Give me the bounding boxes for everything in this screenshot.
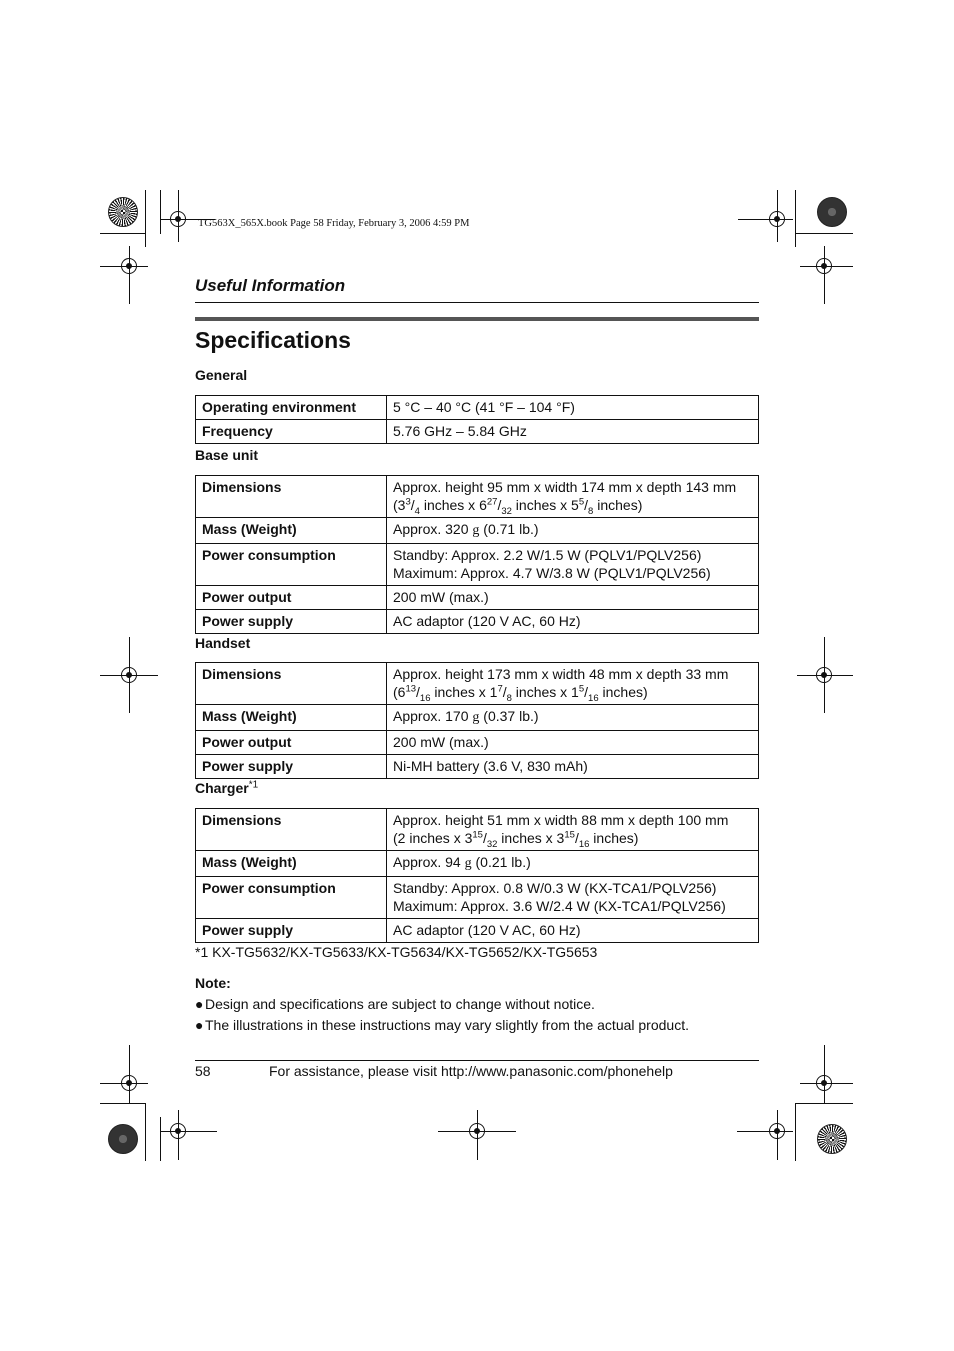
book-info: TG563X_565X.book Page 58 Friday, February 3, 2006 4:59 PM: [198, 218, 470, 229]
registration-disc-icon: [817, 197, 847, 227]
table-row: [196, 610, 759, 634]
spec-value: [387, 663, 759, 705]
table-row: [196, 919, 759, 943]
general-heading: General: [195, 367, 248, 383]
spec-key: Mass (Weight): [196, 705, 387, 731]
handset-heading: Handset: [195, 635, 251, 651]
spec-key: Dimensions: [196, 809, 387, 851]
spec-key: Power output: [196, 731, 387, 755]
spec-value: [387, 476, 759, 518]
dimensions-metric: Approx. height 173 mm x width 48 mm x depth 33 mm: [393, 666, 729, 682]
spec-value: AC adaptor (120 V AC, 60 Hz): [387, 919, 759, 943]
title-rule: [195, 317, 759, 321]
spec-value: Approx. 320 g (0.71 lb.): [387, 518, 759, 544]
table-row: [196, 705, 759, 731]
dimensions-imperial: (2 inches x $3^{15}/_{32}$ inches x $3^{15}/_{16}$ inches): [393, 829, 639, 850]
spec-value: 5 °C – 40 °C (41 °F – 104 °F): [387, 396, 759, 420]
registration-disc-icon: [108, 1124, 138, 1154]
table-row: [196, 420, 759, 444]
charger-table: [195, 808, 759, 943]
table-row: [196, 663, 759, 705]
spec-key: Dimensions: [196, 663, 387, 705]
table-row: [196, 586, 759, 610]
spec-key: Power supply: [196, 755, 387, 779]
section-heading: Useful Information: [195, 276, 346, 295]
dimensions-metric: Approx. height 51 mm x width 88 mm x depth 100 mm: [393, 812, 729, 828]
base-unit-heading: Base unit: [195, 447, 259, 463]
section-rule: [195, 302, 759, 303]
dimensions-imperial: ($3^3/_4$ inches x $6^{27}/_{32}$ inches x $5^5/_8$ inches): [393, 496, 643, 517]
spec-value: [387, 809, 759, 851]
spec-value: Standby: Approx. 0.8 W/0.3 W (KX-TCA1/PQLV256) Maximum: Approx. 3.6 W/2.4 W (KX-TCA1/PQLV256): [387, 877, 759, 919]
spec-key: Operating environment: [196, 396, 387, 420]
registration-disc-icon: [108, 197, 138, 227]
page-number: 58: [195, 1063, 211, 1079]
base-unit-table: [195, 475, 759, 634]
page-title: Specifications: [195, 327, 351, 353]
spec-key: Power supply: [196, 610, 387, 634]
spec-value: 200 mW (max.): [387, 731, 759, 755]
table-row: [196, 476, 759, 518]
table-row: [196, 731, 759, 755]
table-row: [196, 755, 759, 779]
spec-key: Power consumption: [196, 877, 387, 919]
spec-key: Power output: [196, 586, 387, 610]
bullet-icon: ●: [195, 996, 204, 1012]
table-row: [196, 518, 759, 544]
spec-key: Frequency: [196, 420, 387, 444]
spec-value: Approx. 170 g (0.37 lb.): [387, 705, 759, 731]
general-table: [195, 395, 759, 444]
list-item: ● The illustrations in these instructions may vary slightly from the actual product.: [195, 1017, 689, 1033]
spec-value: Ni-MH battery (3.6 V, 830 mAh): [387, 755, 759, 779]
table-row: [196, 544, 759, 586]
spec-value: 5.76 GHz – 5.84 GHz: [387, 420, 759, 444]
spec-key: Dimensions: [196, 476, 387, 518]
footer-rule: [195, 1060, 759, 1061]
table-row: [196, 809, 759, 851]
spec-value: Approx. 94 g (0.21 lb.): [387, 851, 759, 877]
table-row: [196, 396, 759, 420]
list-item: ● Design and specifications are subject to change without notice.: [195, 996, 595, 1012]
spec-key: Power supply: [196, 919, 387, 943]
registration-disc-icon: [817, 1124, 847, 1154]
footer-help-text: For assistance, please visit http://www.panasonic.com/phonehelp: [269, 1063, 673, 1079]
handset-table: [195, 662, 759, 779]
table-row: [196, 851, 759, 877]
note-heading: Note:: [195, 975, 231, 991]
spec-value: 200 mW (max.): [387, 586, 759, 610]
dimensions-metric: Approx. height 95 mm x width 174 mm x depth 143 mm: [393, 479, 737, 495]
spec-key: Mass (Weight): [196, 851, 387, 877]
table-row: [196, 877, 759, 919]
footnote: *1 KX-TG5632/KX-TG5633/KX-TG5634/KX-TG5652/KX-TG5653: [195, 944, 598, 960]
spec-value: AC adaptor (120 V AC, 60 Hz): [387, 610, 759, 634]
spec-key: Mass (Weight): [196, 518, 387, 544]
footnote-mark: *1: [248, 779, 259, 791]
charger-heading: Charger$^{*1}$: [195, 779, 259, 796]
dimensions-imperial: ($6^{13}/_{16}$ inches x $1^7/_8$ inches x $1^5/_{16}$ inches): [393, 683, 648, 704]
spec-value: Standby: Approx. 2.2 W/1.5 W (PQLV1/PQLV256) Maximum: Approx. 4.7 W/3.8 W (PQLV1/PQLV256): [387, 544, 759, 586]
bullet-icon: ●: [195, 1017, 204, 1033]
spec-key: Power consumption: [196, 544, 387, 586]
